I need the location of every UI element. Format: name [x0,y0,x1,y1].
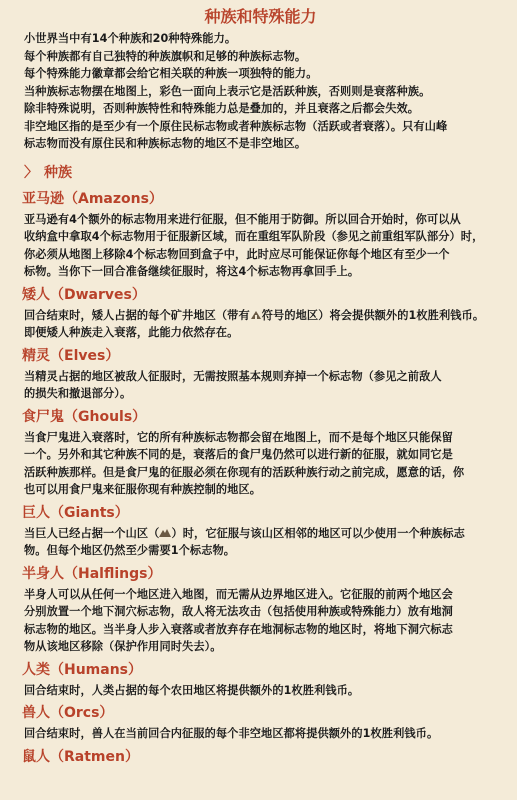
race-description [24,525,497,560]
description-line [24,307,497,325]
description-line: 物。但每个地区仍然至少需要1个标志物。 [24,544,236,557]
race-description [24,682,497,700]
description-line: 物从该地区移除（保护作用同时失去）。 [24,640,222,653]
chevron-right-icon: 〉 [24,164,38,181]
description-line: 标物。当你下一回合准备继续征服时，将这4个标志物再拿回手上。 [24,265,360,278]
description-line: 你必须从地图上移除4个标志物回到盒子中，此时应尽可能保证你每个地区有至少一个 [24,247,450,261]
race-name: 矮人（Dwarves） [22,286,146,303]
description-line: 一个。另外和其它种族不同的是，衰落后的食尸鬼仍然可以进行新的征服，就如同它是 [24,448,453,461]
page-title: 种族和特殊能力 [204,7,317,26]
race-dwarves [24,285,497,342]
race-name: 食尸鬼（Ghouls） [22,408,147,425]
description-line: 也可以用食尸鬼来征服你现有种族控制的地区。 [24,483,262,496]
race-name: 精灵（Elves） [22,347,120,364]
intro-line: 小世界当中有14个种族和20种特殊能力。 [24,32,237,45]
race-halflings [24,564,497,656]
description-line: 标志物的地区。当半身人步入衰落或者放弃存在地洞标志物的地区时，将地下洞穴标志 [24,622,453,636]
race-description [24,307,497,342]
description-text: 回合结束时，矮人占据的每个矿井地区（带有 [24,308,250,322]
description-line: 即便矮人种族走入衰落，此能力依然存在。 [24,326,239,339]
race-name: 半身人（Halflings） [22,565,162,582]
race-amazons [24,189,497,281]
race-description [24,211,497,281]
description-line: 当精灵占据的地区被敌人征服时，无需按照基本规则弃掉一个标志物（参见之前敌人 [24,369,442,383]
race-description [24,368,497,403]
mine-icon [250,308,262,319]
race-description [24,586,497,656]
description-line: 亚马逊有4个额外的标志物用来进行征服，但不能用于防御。所以回合开始时，你可以从 [24,212,461,226]
description-text: ）时，它征服与该山区相邻的地区可以少使用一个种族标志 [171,526,465,540]
section-heading-label: 种族 [44,164,72,181]
race-name: 亚马逊（Amazons） [22,190,163,207]
race-humans [24,660,497,700]
intro-line: 非空地区指的是至少有一个原住民标志物或者种族标志物（活跃或者衰落）。只有山峰 [24,119,448,133]
description-line [24,525,497,543]
race-name: 巨人（Giants） [22,504,129,521]
intro-text [24,30,497,153]
race-name: 兽人（Orcs） [22,705,114,721]
race-name: 鼠人（Ratmen） [22,748,139,765]
description-line: 收纳盒中拿取4个标志物用于征服新区域，而在重组军队阶段（参见之前重组军队部分）时， [24,230,484,243]
description-line: 回合结束时，人类占据的每个农田地区将提供额外的1枚胜利钱币。 [24,683,360,697]
section-heading-races [24,163,497,183]
race-ghouls [24,407,497,499]
intro-line: 除非特殊说明，否则种族特性和特殊能力总是叠加的，并且衰落之后都会失效。 [24,102,420,115]
description-line: 当食尸鬼进入衰落时，它的所有种族标志物都会留在地图上，而不是每个地区只能保留 [24,430,453,444]
race-name: 人类（Humans） [22,661,143,678]
intro-line: 每个特殊能力徽章都会给它相关联的种族一项独特的能力。 [24,67,318,80]
description-line: 的损失和撤退部分）。 [24,387,132,400]
intro-line: 每个种族都有自己独特的种族旗帜和足够的种族标志物。 [24,49,307,63]
race-ratmen [24,747,497,767]
description-text: 当巨人已经占据一个山区（ [24,526,160,540]
description-line: 回合结束时，兽人在当前回合内征服的每个非空地区都将提供额外的1枚胜利钱币。 [24,727,439,740]
mountain-icon [159,526,171,537]
description-line: 半身人可以从任何一个地区进入地图，而无需从边界地区进入。它征服的前两个地区会 [24,587,453,601]
race-orcs [24,703,497,743]
description-line: 活跃种族那样。但是食尸鬼的征服必须在你现有的活跃种族行动之前完成，愿意的话，你 [24,465,465,479]
race-elves [24,346,497,403]
intro-line: 标志物而没有原住民和种族标志物的地区不是非空地区。 [24,137,307,150]
race-description [24,429,497,499]
race-giants [24,503,497,560]
race-description [24,725,497,743]
intro-line: 当种族标志物摆在地图上，彩色一面向上表示它是活跃种族，否则则是衰落种族。 [24,84,431,98]
description-text: 符号的地区）将会提供额外的1枚胜利钱币。 [261,308,485,322]
description-line: 分别放置一个地下洞穴标志物，敌人将无法攻击（包括使用种族或特殊能力）放有地洞 [24,605,453,618]
